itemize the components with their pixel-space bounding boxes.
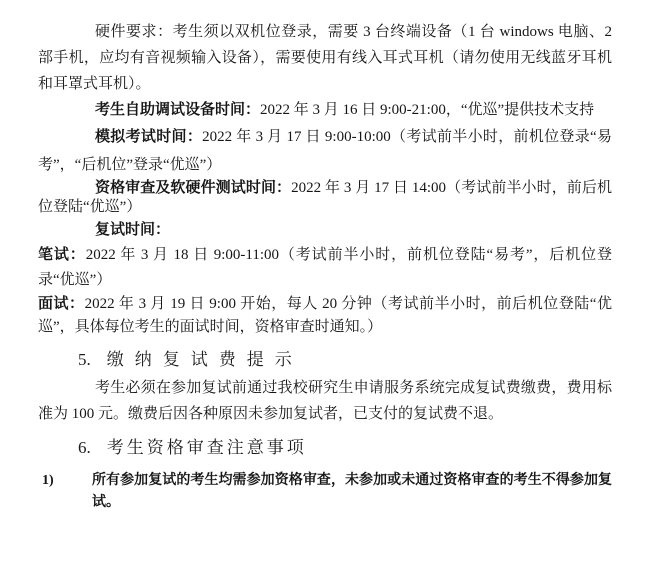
section-title-qualification: 考生资格审查注意事项 — [106, 438, 307, 457]
mock-exam-time-text: 2022 年 3 月 17 日 9:00-10:00（考试前半小时，前机位登录“易考”，“后机位”登录“优巡”） — [38, 129, 612, 173]
section-number-fee: 5. — [78, 350, 91, 369]
interview-label: 面试： — [38, 296, 85, 312]
device-debug-time-text: 2022 年 3 月 16 日 9:00-21:00，“优巡”提供技术支持 — [260, 102, 595, 118]
section-heading-qualification — [78, 433, 612, 463]
paragraph-mock-exam-time — [38, 123, 612, 179]
qualification-test-time-label: 资格审查及软硬件测试时间： — [95, 180, 292, 196]
written-exam-label: 笔试： — [38, 247, 86, 263]
hardware-requirements-text: 硬件要求：考生须以双机位登录，需要 3 台终端设备（1 台 windows 电脑、2 部手机，应均有音视频输入设备），需要使用有线入耳式耳机（请勿使用无线蓝牙耳机和耳罩式耳机）。 — [38, 24, 612, 92]
paragraph-device-debug-time — [38, 97, 612, 123]
device-debug-time-label: 考生自助调试设备时间： — [95, 102, 261, 118]
paragraph-hardware-requirements — [38, 19, 612, 97]
paragraph-qualification-test-time — [38, 179, 612, 217]
qualification-test-time-text: 2022 年 3 月 17 日 14:00（考试前半小时，前后机位登陆“优巡”） — [38, 180, 612, 215]
mock-exam-time-label: 模拟考试时间： — [95, 129, 203, 145]
retest-time-label: 复试时间： — [95, 222, 171, 238]
list-item-1-text: 所有参加复试的考生均需参加资格审查，未参加或未通过资格审查的考生不得参加复试。 — [92, 473, 612, 510]
section-number-qualification: 6. — [78, 438, 91, 457]
interview-text: 2022 年 3 月 19 日 9:00 开始，每人 20 分钟（考试前半小时，前后机位登陆“优巡”，具体每位考生的面试时间，资格审查时通知。） — [38, 296, 612, 335]
section-heading-fee — [78, 345, 612, 375]
paragraph-written-exam — [38, 243, 612, 293]
paragraph-fee-notice — [38, 375, 612, 427]
paragraph-retest-time — [38, 217, 612, 243]
section-title-fee: 缴纳复试费提示 — [106, 350, 303, 369]
fee-notice-text: 考生必须在参加复试前通过我校研究生申请服务系统完成复试费缴费，费用标准为 100 元。缴费后因各种原因未参加复试者，已支付的复试费不退。 — [38, 380, 612, 422]
list-item-1-number: 1) — [42, 473, 54, 488]
paragraph-interview — [38, 293, 612, 339]
list-item-1 — [42, 470, 612, 514]
written-exam-text: 2022 年 3 月 18 日 9:00-11:00（考试前半小时，前机位登陆“易考”，后机位登录“优巡”） — [38, 247, 612, 288]
